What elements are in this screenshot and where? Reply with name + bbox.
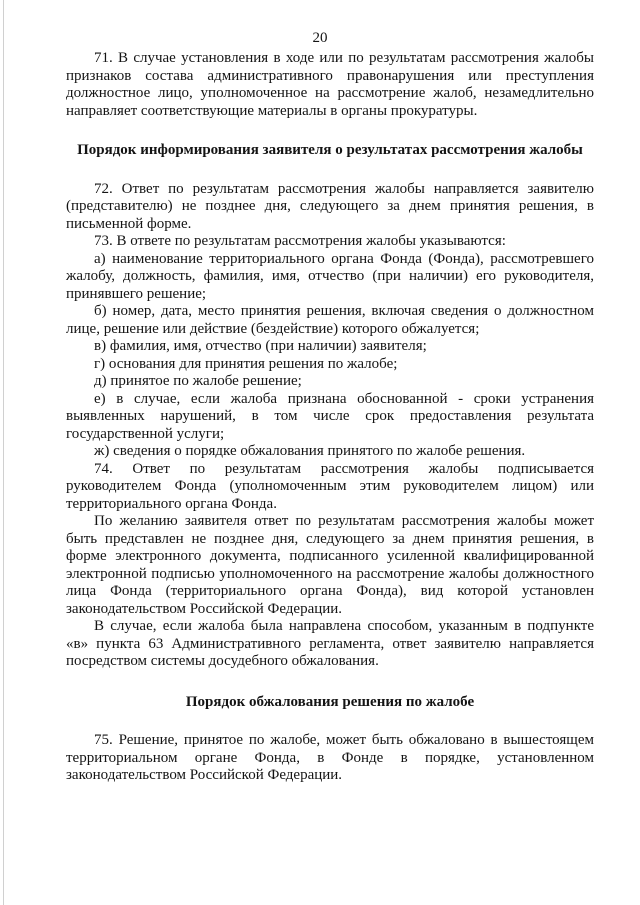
list-item-e: е) в случае, если жалоба признана обоснованной - сроки устранения выявленных нарушений, в том числе срок предоставления результата государственной услуги; [66,390,594,442]
paragraph-72: 72. Ответ по результатам рассмотрения жалобы направляется заявителю (представителю) не позднее дня, следующего за днем принятия решения, в письменной форме. [66,180,594,232]
scan-edge [3,0,4,905]
list-item-a: а) наименование территориального органа Фонда (Фонда), рассмотревшего жалобу, должность, фамилия, имя, отчество (при наличии) его руководителя, принявшего решение; [66,250,594,302]
heading-appeal-decision: Порядок обжалования решения по жалобе [185,693,475,710]
page-number: 20 [312,30,328,46]
paragraph-pretrial-system: В случае, если жалоба была направлена способом, указанным в подпункте «в» пункта 63 Административного регламента, ответ заявителю направляется посредством системы досудебного обжалования. [66,618,594,669]
paragraph-71: 71. В случае установления в ходе или по результатам рассмотрения жалобы признаков состава административного правонарушения или преступления должностное лицо, уполномоченное на рассмотрение жалоб, незамедлительно направляет соответствующие материалы в органы прокуратуры. [66,50,594,119]
paragraph-73: 73. В ответе по результатам рассмотрения жалобы указываются: [94,233,506,249]
document-body [66,50,594,785]
paragraph-electronic-answer: По желанию заявителя ответ по результатам рассмотрения жалобы может быть представлен не позднее дня, следующего за днем принятия решения, в форме электронного документа, подписанного усиленной квалифицированной электронной подписью уполномоченного на рассмотрение жалобы должностного лица Фонда (территориального органа Фонда), вид которой установлен законодательством Российской Федерации. [66,513,594,617]
paragraph-74: 74. Ответ по результатам рассмотрения жалобы подписывается руководителем Фонда (уполномоченным этим руководителем лицом) или территориального органа Фонда. [66,460,594,512]
list-item-d: д) принятое по жалобе решение; [94,373,302,389]
list-item-g: г) основания для принятия решения по жалобе; [94,355,398,372]
list-item-v: в) фамилия, имя, отчество (при наличии) заявителя; [94,338,427,354]
list-item-b: б) номер, дата, место принятия решения, включая сведения о должностном лице, решение или действие (бездействие) которого обжалуется; [66,303,594,337]
paragraph-75: 75. Решение, принятое по жалобе, может быть обжаловано в вышестоящем территориальном органе Фонда, в Фонде в порядке, установленном законодательством Российской Федерации. [66,732,594,783]
list-item-zh: ж) сведения о порядке обжалования принятого по жалобе решения. [94,443,526,459]
heading-informing-applicant: Порядок информирования заявителя о результатах рассмотрения жалобы [77,142,583,158]
